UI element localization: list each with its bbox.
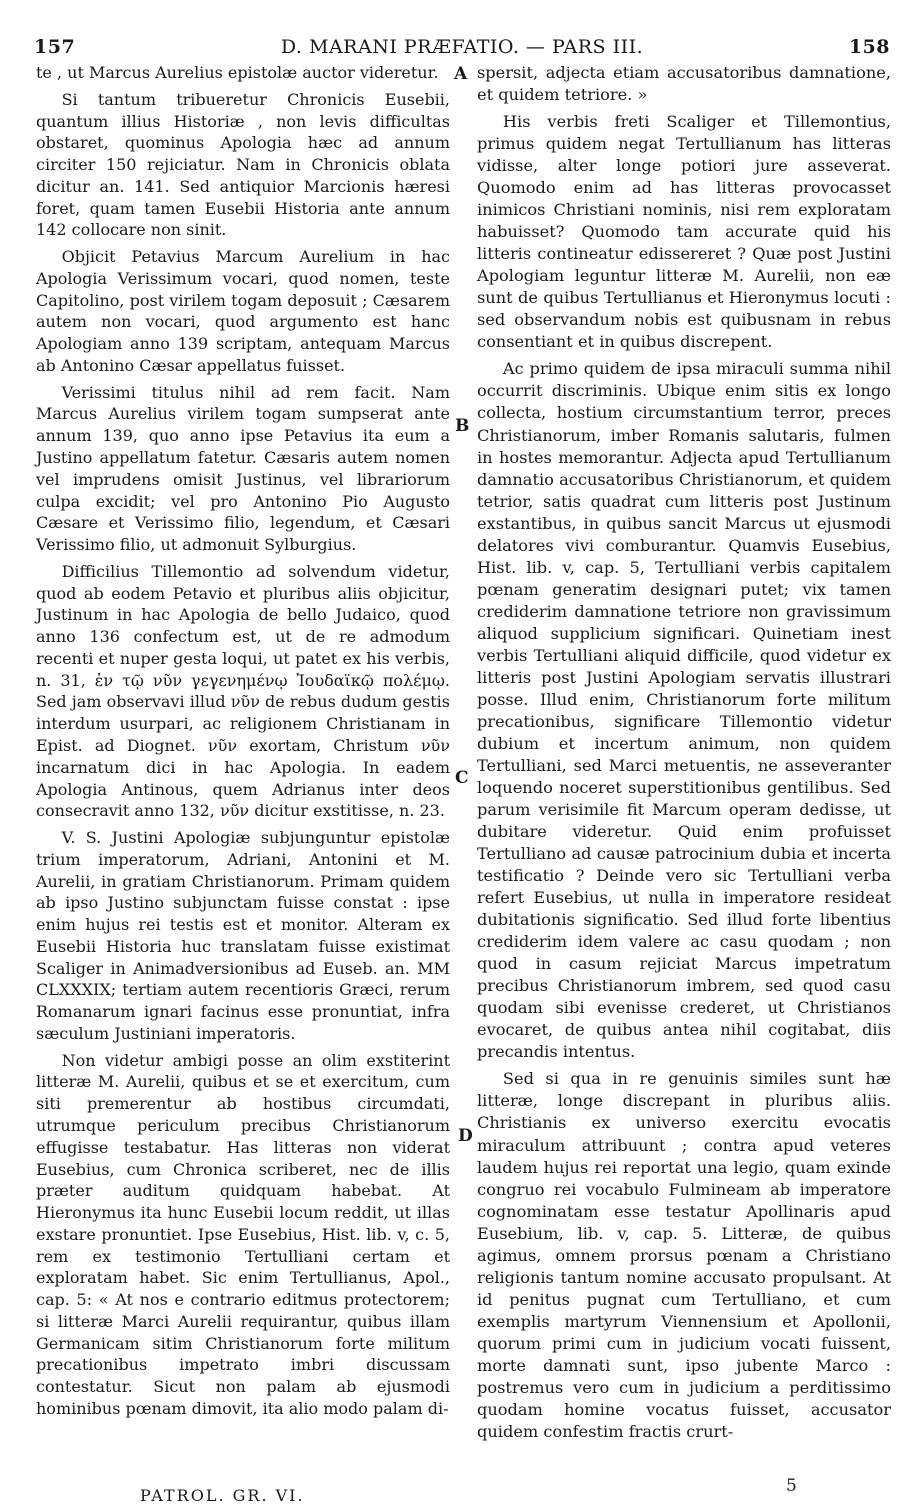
- footer-gathering-number: 5: [786, 1476, 797, 1496]
- footer-signature: PATROL. GR. VI.: [140, 1486, 305, 1505]
- paragraph: Difficilius Tillemontio ad solvendum videtur, quod ab eodem Petavio et pluribus aliis objicitur, Justinum in hac Apologia de bello Judaico, quod anno 136 confectum est, ut de re admodum recenti et nuper gesta loqui, ut patet ex his verbis, n. 31, ἐν τῷ νῦν γεγενημένῳ Ἰουδαϊκῷ πολέμῳ. Sed jam observavi illud νῦν de rebus dudum gestis interdum usurpari, ac religionem Christianam in Epist. ad Diognet. νῦν exortam, Christum νῦν incarnatum dici in hac Apologia. In eadem Apologia Antinous, quem Adrianus inter deos consecravit anno 132, νῦν dicitur exstitisse, n. 23.: [36, 561, 450, 821]
- paragraph: spersit, adjecta etiam accusatoribus damnatione, et quidem tetriore. »: [477, 63, 891, 105]
- paragraph: Non videtur ambigi posse an olim exstiterint litteræ M. Aurelii, quibus et se et exercitum, cum siti premerentur ab hostibus circumdati, utrumque periculum precibus Christianorum effugisse testabatur. Has litteras non viderat Eusebius, cum Chronica scriberet, nec de illis præter auditum quidquam habebat. At Hieronymus ita hunc Eusebii locum reddit, ut illas exstare pronuntiet. Ipse Eusebius, Hist. lib. v, c. 5, rem ex testimonio Tertulliani certam et exploratam habet. Sic enim Tertullianus, Apol., cap. 5: « At nos e contrario editmus protectorem; si litteræ Marci Aurelii requirantur, quibus illam Germanicam sitim Christianorum forte militum precationibus impetrato imbri discussam contestatur. Sicut non palam ab ejusmodi hominibus pœnam dimovit, ita alio modo palam di-: [36, 1050, 450, 1418]
- paragraph: Ac primo quidem de ipsa miraculi summa nihil occurrit discriminis. Ubique enim sitis ex longo collecta, hostium circumstantium terror, preces Christianorum, imber Romanis salutaris, fulmen in hostes memorantur. Adjecta apud Tertullianum damnatio accusatoribus Christianorum, et quidem tetrior, satis quadrat cum litteris post Justinum exstantibus, in quibus sancit Marcus ut ejusmodi delatores vivi comburantur. Quamvis Eusebius, Hist. lib. v, cap. 5, Tertulliani verbis capitalem pœnam generatim designari putet; vix tamen crediderim damnatione tetriore non gravissimum aliquod supplicium significari. Quinetiam inest verbis Tertulliani aliquid difficile, quod videtur ex litteris post Justini Apologiam servatis illustrari posse. Illud enim, Christianorum forte militum precationibus, significare Tillemontio videtur dubium et incertum animum, non quidem Tertulliani, sed Marci metuentis, ne asseveranter loquendo noceret superstitionibus gentilibus. Sed parum verisimile fit Marcum operam dedisse, ut dubitare videretur. Quid enim profuisset Tertulliano ad causæ patrocinium dubia et incerta testificatio ? Deinde vero sic Tertulliani verba refert Eusebius, ut nulla in imperatore resideat dubitationis significatio. Sed illud forte libentius crediderim idem valere ac casu quodam ; non quod in casum rejiciat Marcus impetratum precibus Christianorum imbrem, sed quod casu quodam sibi evenisse crederet, ut Christianos evocaret, de quibus antea nihil cogitabat, diis precandis intentus.: [477, 359, 891, 1062]
- paragraph: te , ut Marcus Aurelius epistolæ auctor videretur.: [36, 63, 439, 82]
- left-column: [36, 62, 450, 1420]
- paragraph: Objicit Petavius Marcum Aurelium in hac Apologia Verissimum vocari, quod nomen, teste Capitolino, post virilem togam deposuit ; Cæsarem autem non vocari, quod argumento est hanc Apologiam anno 139 scriptam, antequam Marcus ab Antonino Cæsar appellatus fuisset.: [36, 247, 450, 375]
- paragraph: Verissimi titulus nihil ad rem facit. Nam Marcus Aurelius virilem togam sumpserat ante annum 139, quo anno ipse Petavius ita eum a Justino appellatum fatetur. Cæsaris autem nomen vel imprudens omisit Justinus, vel librariorum culpa excidit; vel pro Antonino Pio Augusto Cæsare et Verissimo filio, legendum, et Cæsari Verissimo filio, ut admonuit Sylburgius.: [36, 382, 450, 555]
- running-title: D. MARANI PRÆFATIO. — PARS III.: [280, 36, 644, 58]
- running-header: [34, 36, 890, 60]
- paragraph: Sed si qua in re genuinis similes sunt hæ litteræ, longe discrepant in pluribus aliis. Christianis ex universo exercitu evocatis miraculum attribuunt ; contra apud veteres laudem hujus rei reportat una legio, quam exinde congruo rei vocabulo Fulmineam ab imperatore cognominatam esse testatur Apollinaris apud Eusebium, lib. v, cap. 5. Litteræ, de quibus agimus, omnem prorsus pœnam a Christiano religionis tantum nomine accusato propulsant. At id penitus pugnat cum Tertulliano, et cum exemplis martyrum Viennensium et Apollonii, quorum primi cum in judicium vocati fuissent, morte damnati sunt, ipso jubente Marco : postremus vero cum in judicium a perditissimo quodam homine vocatus fuisset, accusator quidem confestim fractis crurt-: [477, 1069, 891, 1441]
- margin-marker-d: D: [458, 1126, 473, 1146]
- paragraph: Si tantum tribueretur Chronicis Eusebii, quantum illius Historiæ , non levis difficultas obstaret, quominus Apologia hæc ad annum circiter 150 rejiciatur. Nam in Chronicis oblata dicitur an. 141. Sed antiquior Marcionis hæresi foret, quam tamen Eusebii Historia ante annum 142 collocare non sinit.: [36, 89, 450, 240]
- page-number-left: 157: [34, 36, 76, 58]
- page-number-right: 158: [848, 36, 890, 58]
- paragraph: His verbis freti Scaliger et Tillemontius, primus quidem negat Tertullianum has litteras vidisse, alter longe potiori jure asseverat. Quomodo enim ad has litteras provocasset inimicos Christiani nominis, nisi rem exploratam habuisset? Quomodo tam accurate quid his litteris contineatur edissereret ? Quæ post Justini Apologiam leguntur litteræ M. Aurelii, non eæ sunt de quibus Tertullianus et Hieronymus locuti : sed observandum nobis est quibusnam in rebus consentiant et in quibus discrepent.: [477, 112, 891, 352]
- right-column: [477, 62, 891, 1443]
- margin-marker-b: B: [455, 416, 470, 436]
- margin-marker-c: C: [455, 768, 469, 788]
- paragraph: V. S. Justini Apologiæ subjunguntur epistolæ trium imperatorum, Adriani, Antonini et M. Aurelii, in gratiam Christianorum. Primam quidem ab ipso Justino subjunctam fuisse constat : ipse enim hujus rei testis est et monitor. Alteram ex Eusebii Historia huc translatam fuisse existimat Scaliger in Animadversionibus ad Euseb. an. MM CLXXXIX; tertiam autem recentioris Græci, rerum Romanarum ignari facinus esse pronuntiat, infra sæculum Justiniani imperatoris.: [36, 828, 450, 1043]
- margin-marker-a: A: [454, 64, 468, 84]
